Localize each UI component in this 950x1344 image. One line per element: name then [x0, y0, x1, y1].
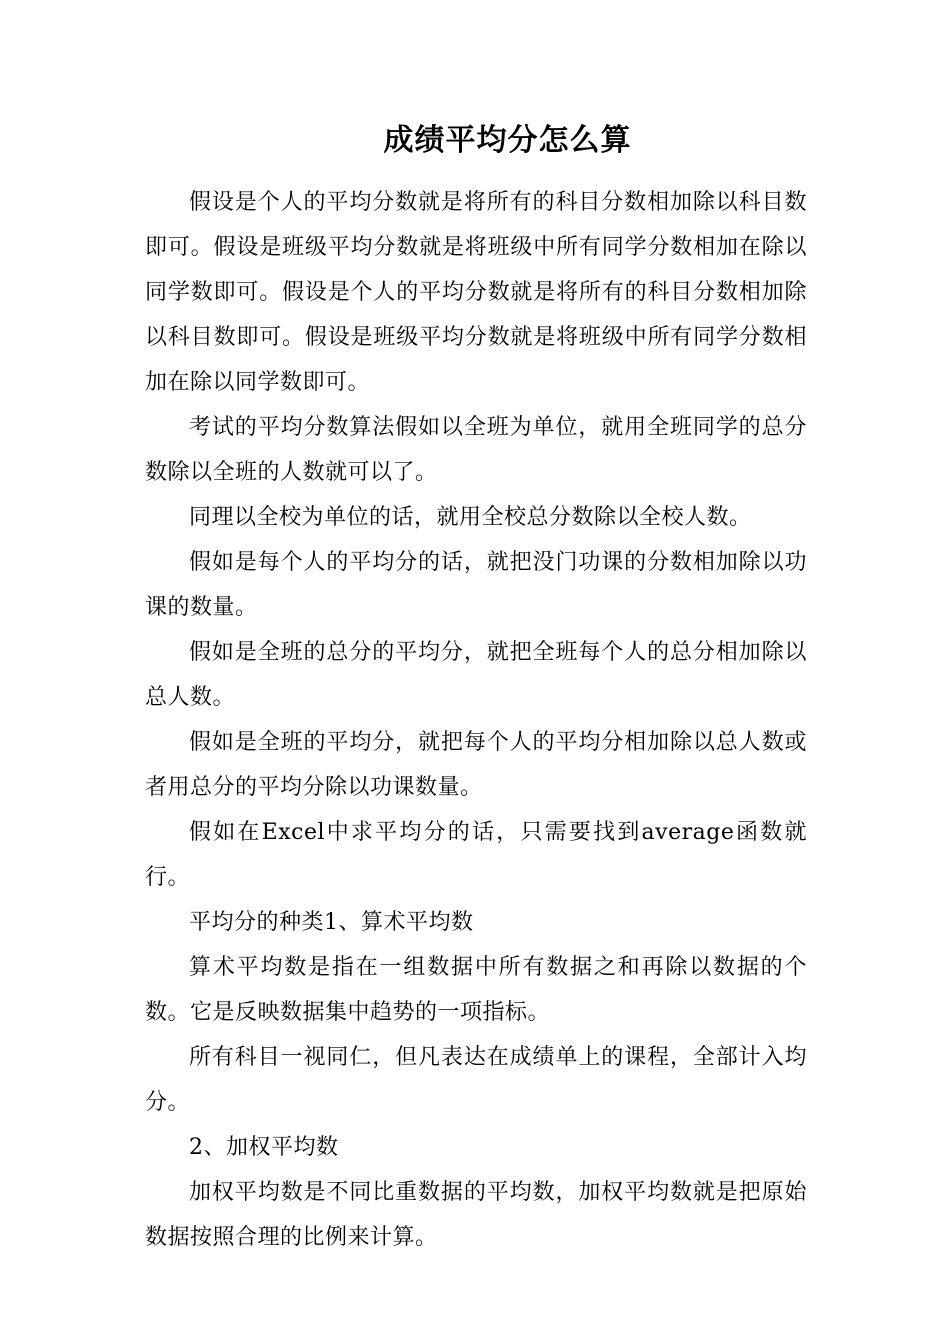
document-body [145, 180, 807, 1260]
document-title: 成绩平均分怎么算 [383, 123, 632, 158]
paragraph: 假如是全班的总分的平均分，就把全班每个人的总分相加除以总人数。 [145, 640, 807, 710]
paragraph: 平均分的种类1、算术平均数 [189, 910, 474, 935]
paragraph: 考试的平均分数算法假如以全班为单位，就用全班同学的总分数除以全班的人数就可以了。 [145, 415, 807, 485]
paragraph: 加权平均数是不同比重数据的平均数，加权平均数就是把原始数据按照合理的比例来计算。 [145, 1180, 807, 1250]
paragraph: 2、加权平均数 [189, 1135, 339, 1160]
paragraph: 假如是全班的平均分，就把每个人的平均分相加除以总人数或者用总分的平均分除以功课数量。 [145, 730, 807, 800]
paragraph: 算术平均数是指在一组数据中所有数据之和再除以数据的个数。它是反映数据集中趋势的一项指标。 [145, 955, 807, 1025]
paragraph: 假如在Excel中求平均分的话，只需要找到average函数就行。 [145, 820, 807, 890]
paragraph: 假设是个人的平均分数就是将所有的科目分数相加除以科目数即可。假设是班级平均分数就是将班级中所有同学分数相加在除以同学数即可。假设是个人的平均分数就是将所有的科目分数相加除以科目数即可。假设是班级平均分数就是将班级中所有同学分数相加在除以同学数即可。 [145, 190, 807, 395]
paragraph: 假如是每个人的平均分的话，就把没门功课的分数相加除以功课的数量。 [145, 550, 807, 620]
paragraph: 所有科目一视同仁，但凡表达在成绩单上的课程，全部计入均分。 [145, 1045, 807, 1115]
paragraph: 同理以全校为单位的话，就用全校总分数除以全校人数。 [189, 505, 752, 530]
